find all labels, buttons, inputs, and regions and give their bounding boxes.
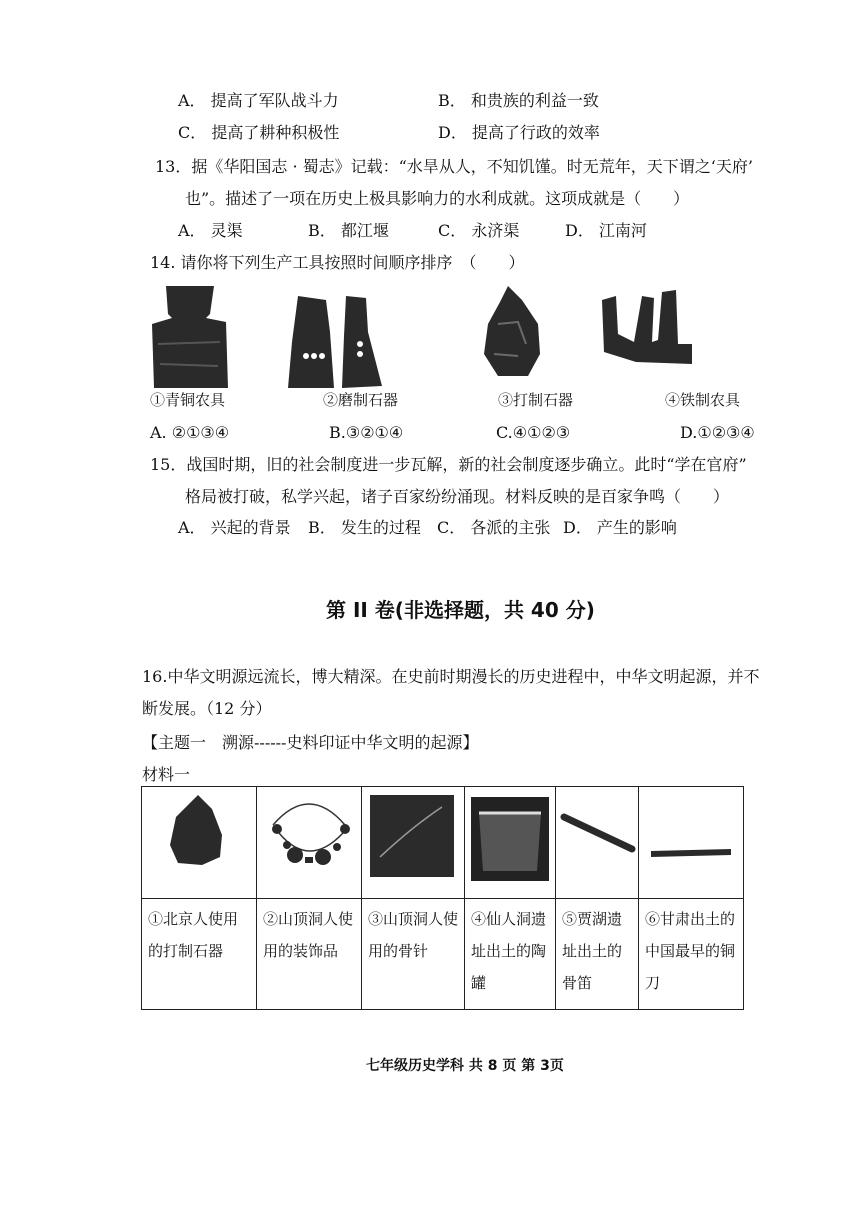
q16-stem-line2: 断发展。（12 分） <box>142 699 272 718</box>
q13-stem-line1: 13．据《华阳国志 · 蜀志》记载：“水旱从人，不知饥馑。时无荒年，天下谓之‘天府’ <box>155 157 753 176</box>
q14-option-b: B.③②①④ <box>329 423 404 442</box>
q14-caption-4: ④铁制农具 <box>665 391 741 409</box>
bone-flute-image <box>556 787 638 894</box>
q16-stem-line1: 16.中华文明源远流长，博大精深。在史前时期漫长的历史进程中，中华文明起源，并不 <box>142 667 760 686</box>
material-caption-6: ⑥甘肃出土的中国最早的铜刀 <box>639 899 744 1010</box>
material-caption-4: ④仙人洞遗址出土的陶罐 <box>465 899 556 1010</box>
q13-option-c: C． 永济渠 <box>438 221 520 240</box>
q12-option-b: B． 和贵族的利益一致 <box>438 91 599 110</box>
q14-caption-1: ①青铜农具 <box>150 391 226 409</box>
image-cell-1 <box>142 787 257 899</box>
material-caption-row <box>142 899 744 1010</box>
q12-option-c: C． 提高了耕种积极性 <box>178 123 340 142</box>
bronze-knife-image <box>639 787 743 894</box>
ornament-necklace-image <box>257 787 361 894</box>
material-label: 材料一 <box>142 765 191 784</box>
material-image-row <box>142 787 744 899</box>
q14-stem: 14. 请你将下列生产工具按照时间顺序排序 （ ） <box>150 253 525 272</box>
q14-caption-3: ③打制石器 <box>498 391 574 409</box>
q12-option-a: A． 提高了军队战斗力 <box>178 91 339 110</box>
material-caption-2: ②山顶洞人使用的装饰品 <box>257 899 362 1010</box>
q13-option-d: D． 江南河 <box>565 221 647 240</box>
material-table <box>141 786 744 1010</box>
iron-tool-image <box>596 286 700 366</box>
image-cell-3 <box>362 787 465 899</box>
chipped-stone-tool-image <box>142 787 256 894</box>
page-footer: 七年级历史学科 共 8 页 第 3页 <box>366 1058 564 1074</box>
image-cell-5 <box>556 787 639 899</box>
image-cell-6 <box>639 787 744 899</box>
q16-theme-heading: 【主题一 溯源------史料印证中华文明的起源】 <box>142 733 479 752</box>
q14-option-c: C.④①②③ <box>496 423 571 442</box>
pottery-jar-image <box>465 787 555 894</box>
bronze-tool-image <box>148 284 232 392</box>
q15-option-a: A． 兴起的背景 <box>178 518 291 537</box>
q14-option-d: D.①②③④ <box>680 423 755 442</box>
image-cell-2 <box>257 787 362 899</box>
polished-stone-image <box>284 292 386 392</box>
section-2-title: 第 II 卷(非选择题，共 40 分) <box>326 598 595 622</box>
q14-option-a: A. ②①③④ <box>150 423 230 442</box>
chipped-stone-image <box>478 284 544 380</box>
q13-stem-line2: 也”。描述了一项在历史上极具影响力的水利成就。这项成就是（ ） <box>185 189 690 208</box>
q13-option-b: B． 都江堰 <box>308 221 389 240</box>
material-caption-3: ③山顶洞人使用的骨针 <box>362 899 465 1010</box>
q15-option-c: C． 各派的主张 <box>437 518 551 537</box>
q15-stem-line1: 15．战国时期，旧的社会制度进一步瓦解，新的社会制度逐步确立。此时“学在官府” <box>150 455 747 474</box>
q13-option-a: A． 灵渠 <box>178 221 243 240</box>
q14-caption-2: ②磨制石器 <box>323 391 399 409</box>
q12-option-d: D． 提高了行政的效率 <box>438 123 600 142</box>
q15-option-b: B． 发生的过程 <box>308 518 421 537</box>
bone-needle-image <box>362 787 464 894</box>
image-cell-4 <box>465 787 556 899</box>
q15-stem-line2: 格局被打破，私学兴起，诸子百家纷纷涌现。材料反映的是百家争鸣（ ） <box>185 487 730 506</box>
q15-option-d: D． 产生的影响 <box>563 518 677 537</box>
material-caption-1: ①北京人使用的打制石器 <box>142 899 257 1010</box>
material-caption-5: ⑤贾湖遗址出土的骨笛 <box>556 899 639 1010</box>
